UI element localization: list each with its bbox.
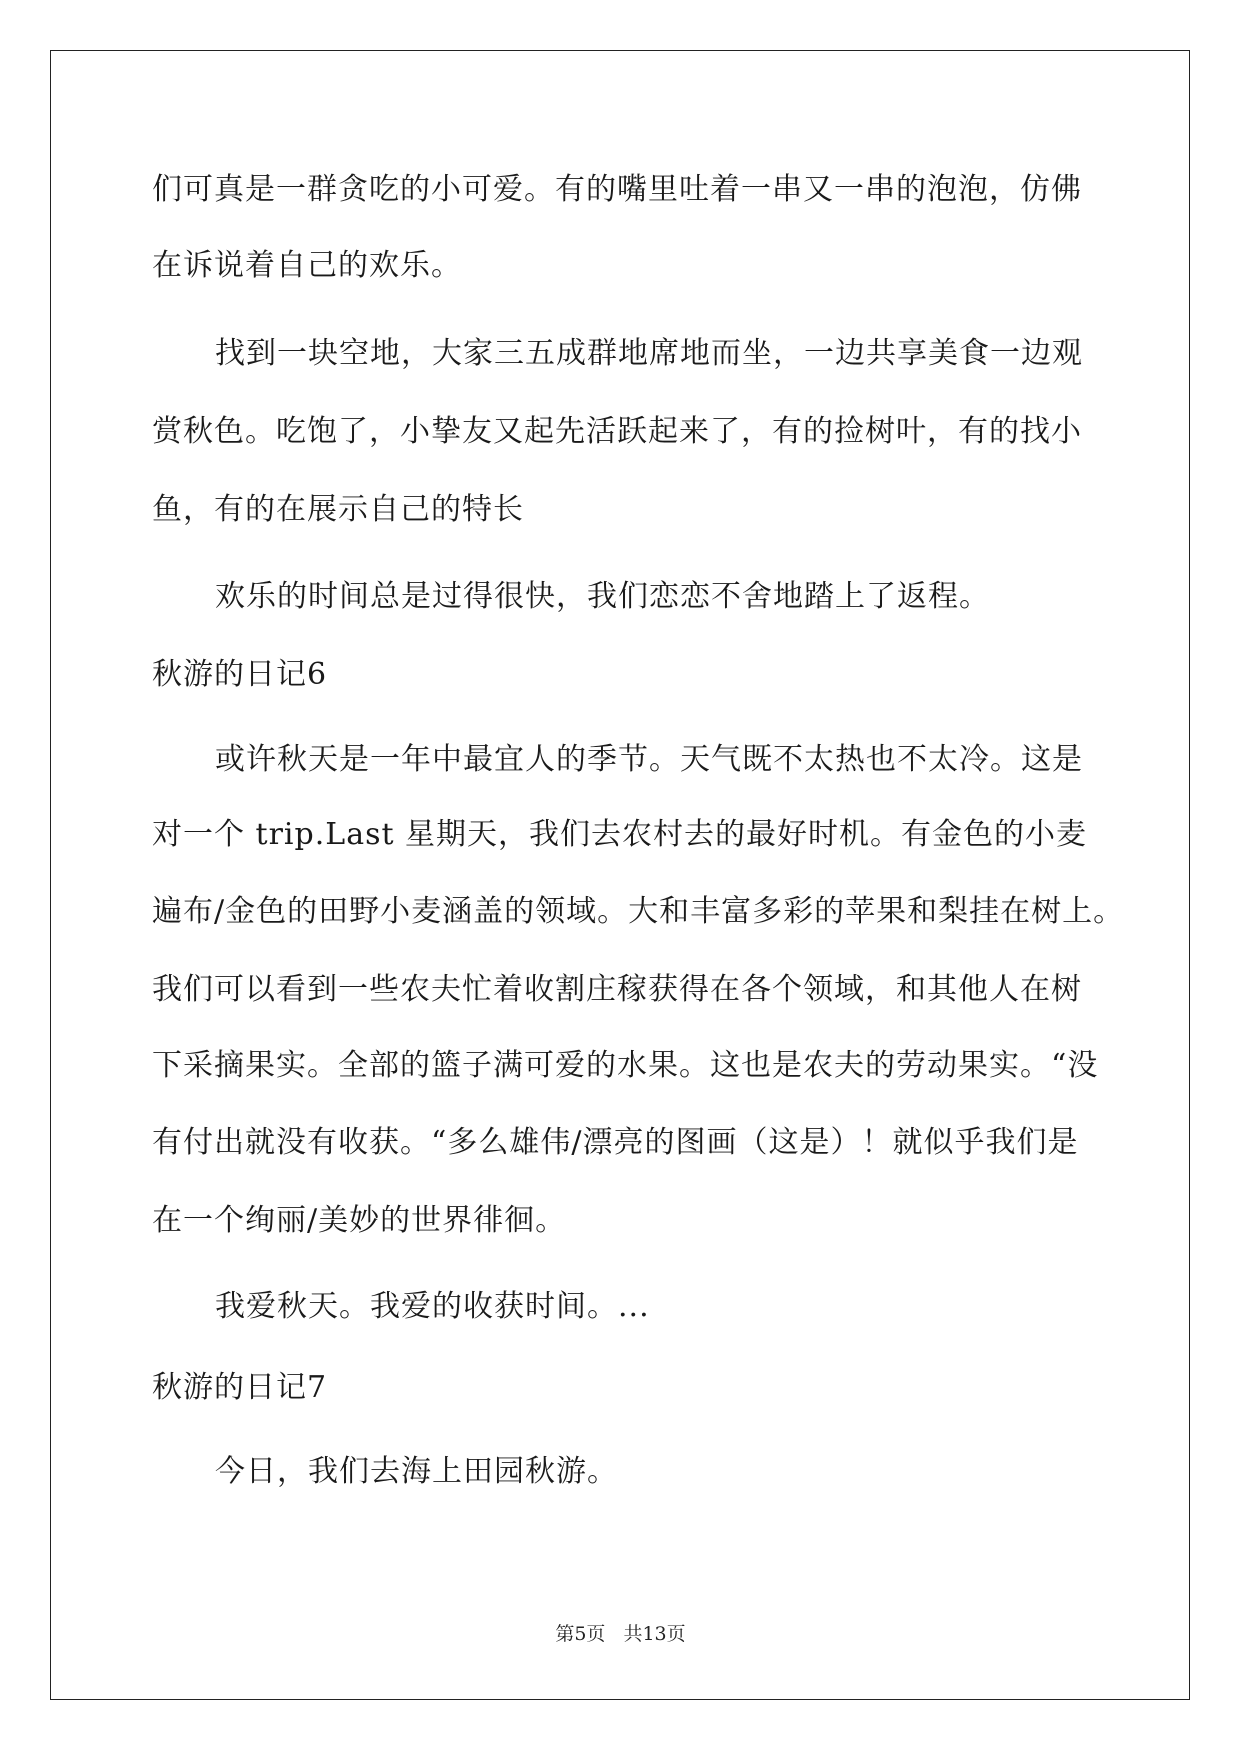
section-heading: 秋游的日记7 xyxy=(152,1370,328,1405)
page-total: 共13页 xyxy=(623,1623,686,1645)
body-text-line: 或许秋天是一年中最宜人的季节。天气既不太热也不太冷。这是 xyxy=(215,742,1083,777)
body-text-line: 我们可以看到一些农夫忙着收割庄稼获得在各个领域，和其他人在树 xyxy=(152,972,1082,1007)
body-text-line: 在一个绚丽/美妙的世界徘徊。 xyxy=(152,1203,567,1238)
body-text-line: 有付出就没有收获。“多么雄伟/漂亮的图画（这是）！就似乎我们是 xyxy=(152,1125,1079,1160)
body-text-line: 遍布/金色的田野小麦涵盖的领域。大和丰富多彩的苹果和梨挂在树上。 xyxy=(152,894,1125,929)
body-text-line: 欢乐的时间总是过得很快，我们恋恋不舍地踏上了返程。 xyxy=(215,579,990,614)
body-text-line: 对一个 trip.Last 星期天，我们去农村去的最好时机。有金色的小麦 xyxy=(152,817,1088,852)
body-text-line: 找到一块空地，大家三五成群地席地而坐，一边共享美食一边观 xyxy=(215,336,1083,371)
body-text-line: 们可真是一群贪吃的小可爱。有的嘴里吐着一串又一串的泡泡，仿佛 xyxy=(152,172,1082,207)
body-text-line: 今日，我们去海上田园秋游。 xyxy=(215,1454,618,1489)
body-text-line: 下采摘果实。全部的篮子满可爱的水果。这也是农夫的劳动果实。“没 xyxy=(152,1048,1099,1083)
body-text-line: 赏秋色。吃饱了，小挚友又起先活跃起来了，有的捡树叶，有的找小 xyxy=(152,414,1082,449)
body-text-line: 我爱秋天。我爱的收获时间。... xyxy=(215,1289,650,1324)
section-heading: 秋游的日记6 xyxy=(152,657,328,692)
body-text-line: 在诉说着自己的欢乐。 xyxy=(152,248,462,283)
page-number: 第5页 xyxy=(555,1623,606,1645)
body-text-line: 鱼，有的在展示自己的特长 xyxy=(152,492,524,527)
page-footer xyxy=(0,1622,1241,1646)
